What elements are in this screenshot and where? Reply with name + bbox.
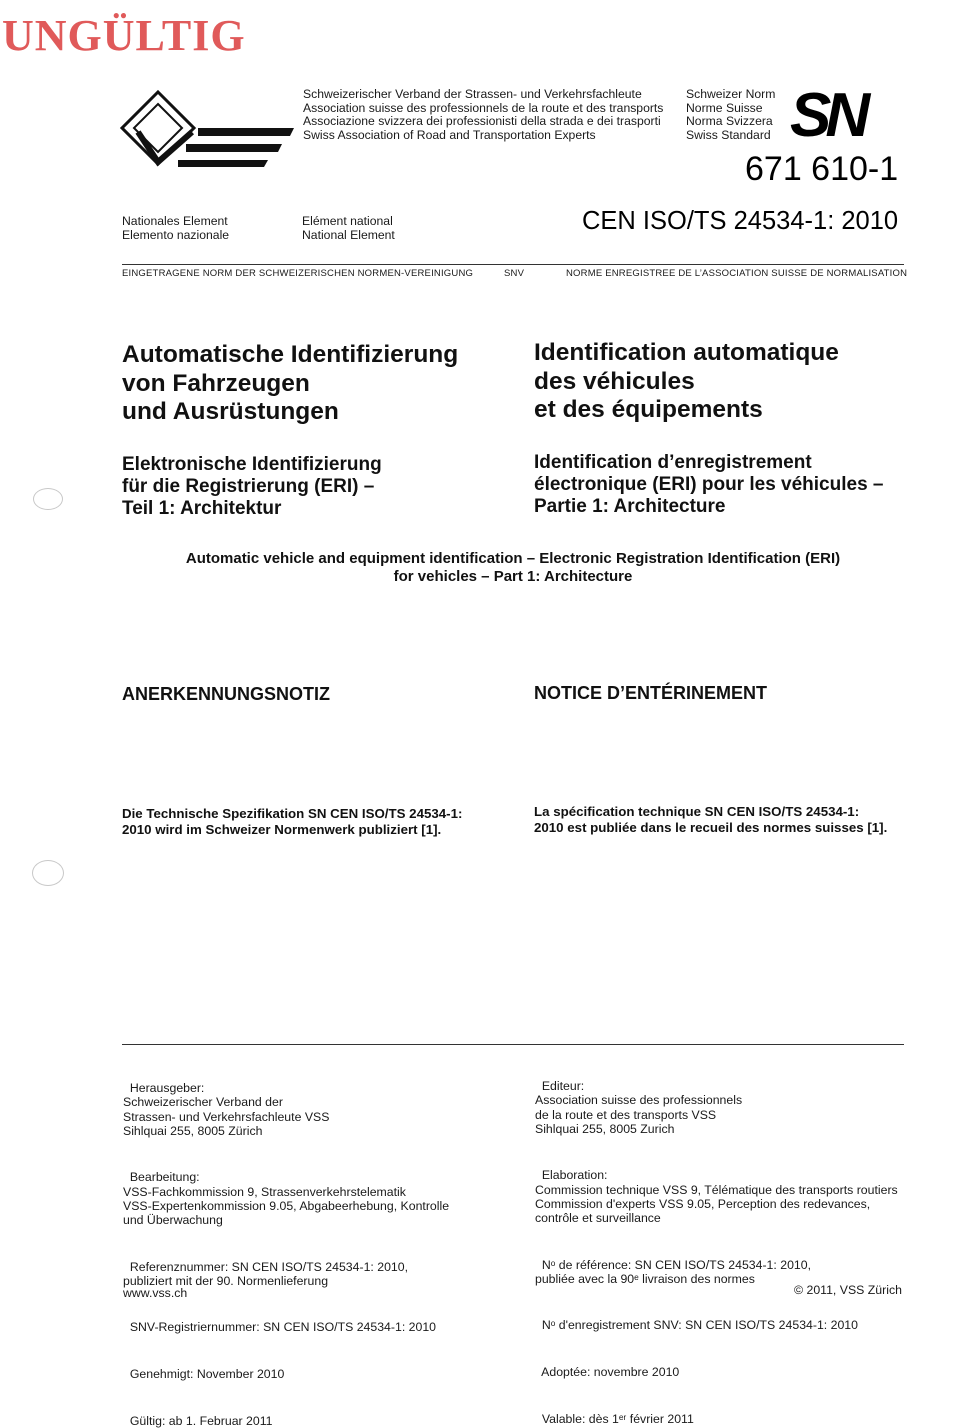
title-de: Automatische Identifizierung von Fahrzeugen und Ausrüstungen xyxy=(122,341,459,425)
punch-hole-mark xyxy=(33,488,63,510)
invalid-stamp: UNGÜLTIG xyxy=(2,11,246,60)
copyright: © 2011, VSS Zürich xyxy=(794,1283,902,1297)
notice-text-de: Die Technische Spezifikation SN CEN ISO/TS 24534-1: 2010 wird im Schweizer Normenwerk publiziert [1]. xyxy=(122,806,463,837)
association-names: Schweizerischer Verband der Strassen- und Verkehrsfachleute Association suisse des professionnels de la route et des transports Associazione svizzera dei professionisti della strada e dei trasporti Swiss Association of Road and Transportation Experts xyxy=(303,87,664,142)
processing-fr: Elaboration: Commission technique VSS 9, Télématique des transports routiers Commission d'experts VSS 9.05, Perception des redevances, contrôle et surveillance xyxy=(535,1168,898,1226)
sn-logo: SN xyxy=(790,81,865,150)
title-en: Automatic vehicle and equipment identification – Electronic Registration Identification (ERI) for vehicles – Part 1: Architecture xyxy=(185,550,841,585)
processing-de: Bearbeitung: VSS-Fachkommission 9, Strassenverkehrstelematik VSS-Expertenkommission 9.05, Abgabeerhebung, Kontrolle und Überwachung xyxy=(123,1170,450,1228)
footer-rule xyxy=(122,1044,904,1045)
registration-fr: NORME ENREGISTREE DE L’ASSOCIATION SUISSE DE NORMALISATION xyxy=(566,268,908,279)
notice-text-fr: La spécification technique SN CEN ISO/TS 24534-1: 2010 est publiée dans le recueil des normes suisses [1]. xyxy=(534,804,888,835)
snv-number-de: SNV-Registriernummer: SN CEN ISO/TS 24534-1: 2010 xyxy=(129,1320,437,1335)
registration-de: EINGETRAGENE NORM DER SCHWEIZERISCHEN NORMEN-VEREINIGUNG xyxy=(122,268,474,279)
title-fr: Identification automatique des véhicules et des équipements xyxy=(534,339,839,423)
snv-number-fr: Nᵒ d'enregistrement SNV: SN CEN ISO/TS 24534-1: 2010 xyxy=(541,1318,858,1333)
vss-logo xyxy=(118,88,298,172)
header-rule xyxy=(122,264,904,265)
subtitle-fr: Identification d’enregistrement électronique (ERI) pour les véhicules – Partie 1: Architecture xyxy=(534,452,884,517)
national-element-de-it: Nationales Element Elemento nazionale xyxy=(122,214,230,242)
subtitle-de: Elektronische Identifizierung für die Registrierung (ERI) – Teil 1: Architektur xyxy=(122,454,382,519)
website-link[interactable]: www.vss.ch xyxy=(123,1286,188,1300)
valid-fr: Valable: dès 1ᵉʳ février 2011 xyxy=(541,1411,694,1426)
cen-number: CEN ISO/TS 24534-1: 2010 xyxy=(582,207,899,235)
publisher-info-de xyxy=(123,1067,449,1428)
reference-de: Referenznummer: SN CEN ISO/TS 24534-1: 2010, publiziert mit der 90. Normenlieferung xyxy=(123,1259,409,1288)
approved-fr: Adoptée: novembre 2010 xyxy=(541,1365,680,1380)
publisher-de: Herausgeber: Schweizerischer Verband der Strassen- und Verkehrsfachleute VSS Sihlquai 255, 8005 Zürich xyxy=(123,1081,330,1138)
sn-number: 671 610-1 xyxy=(745,150,899,188)
valid-de: Gültig: ab 1. Februar 2011 xyxy=(129,1413,273,1428)
reference-fr: Nᵒ de référence: SN CEN ISO/TS 24534-1: 2010, publiée avec la 90ᵉ livraison des normes xyxy=(535,1257,812,1286)
publisher-fr: Editeur: Association suisse des professionnels de la route et des transports VSS Sihlquai 255, 8005 Zurich xyxy=(535,1079,743,1136)
registration-snv: SNV xyxy=(504,268,525,279)
national-element-fr-en: Elément national National Element xyxy=(302,214,395,242)
punch-hole-mark xyxy=(32,860,64,886)
notice-heading-de: ANERKENNUNGSNOTIZ xyxy=(122,684,331,704)
approved-de: Genehmigt: November 2010 xyxy=(129,1367,285,1382)
notice-heading-fr: NOTICE D’ENTÉRINEMENT xyxy=(534,683,768,703)
norm-type: Schweizer Norm Norme Suisse Norma Svizzera Swiss Standard xyxy=(686,87,776,142)
